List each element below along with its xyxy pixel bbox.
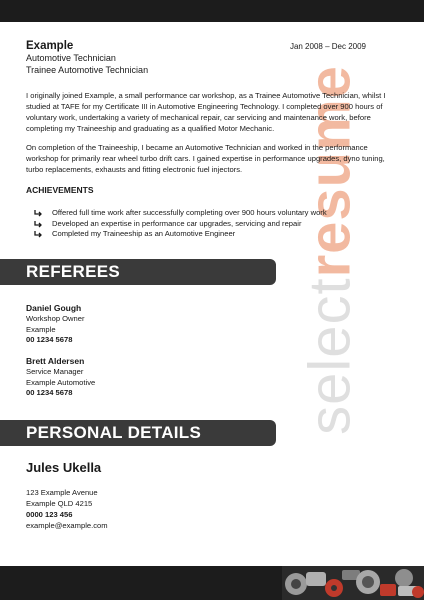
address-line: Example QLD 4215 [26,499,93,508]
referee-entry [26,303,85,346]
list-item [34,208,327,219]
job-entry [26,40,366,76]
top-bar [0,0,424,22]
job-dates: Jan 2008 – Dec 2009 [289,42,366,51]
personal-details-section-bar [0,420,276,446]
section-title: REFEREES [26,262,121,281]
car-parts-graphic [282,566,424,600]
achievement-text: Completed my Traineeship as an Automotive Engineer [52,229,236,238]
achievement-text: Developed an expertise in performance car upgrades, servicing and repair [52,218,302,228]
achievement-text: Offered full time work after successfully completing over 900 hours voluntary work [52,208,327,217]
job-title: Automotive Technician [26,53,116,63]
referee-role: Service Manager [26,366,84,376]
referee-entry [26,356,95,399]
referee-company: Example Automotive [26,377,96,387]
employer-name: Example [26,40,74,52]
referee-company: Example [26,324,56,334]
referees-section-bar [0,259,276,285]
job-title: Trainee Automotive Technician [26,65,149,75]
achievements-heading: ACHIEVEMENTS [26,185,94,195]
referee-name: Brett Aldersen [26,356,85,366]
job-description-paragraph: On completion of the Traineeship, I became an Automotive Technician and worked in the performance workshop for primarily rear wheel turbo drift cars. I gained expertise in performance upgrades, dyno tuning, turbo replacements, exhausts and fitting electronic fuel injectors. [26,143,385,174]
achievements-list [34,208,327,240]
address-line: 123 Example Avenue [26,488,98,497]
list-item [34,229,327,240]
email-address: example@example.com [26,521,108,530]
contact-details [26,487,108,531]
job-description-paragraph: I originally joined Example, a small performance car workshop, as a Trainee Automotive Technician, whilst I studied at TAFE for my Certificate III in Automotive Engineering Technology. I completed over 900 hours of voluntary work, undertaking a variety of mechanical repair, car servicing and maintenance work, before completing my Traineeship and graduating as a qualified Motor Mechanic. [26,91,386,133]
list-item [34,219,327,230]
section-title: PERSONAL DETAILS [26,423,202,442]
referee-name: Daniel Gough [26,303,82,313]
arrow-bullet-icon [34,209,44,217]
watermark-select: select [297,277,363,435]
car-parts-graphic-icon [282,566,424,600]
arrow-bullet-icon [34,220,44,228]
person-name: Jules Ukella [26,460,102,475]
referee-role: Workshop Owner [26,313,85,323]
arrow-bullet-icon [34,230,44,238]
phone-number: 0000 123 456 [26,510,73,519]
referee-phone: 00 1234 5678 [26,335,73,345]
watermark-resume: resume [297,65,363,278]
referee-phone: 00 1234 5678 [26,388,73,398]
